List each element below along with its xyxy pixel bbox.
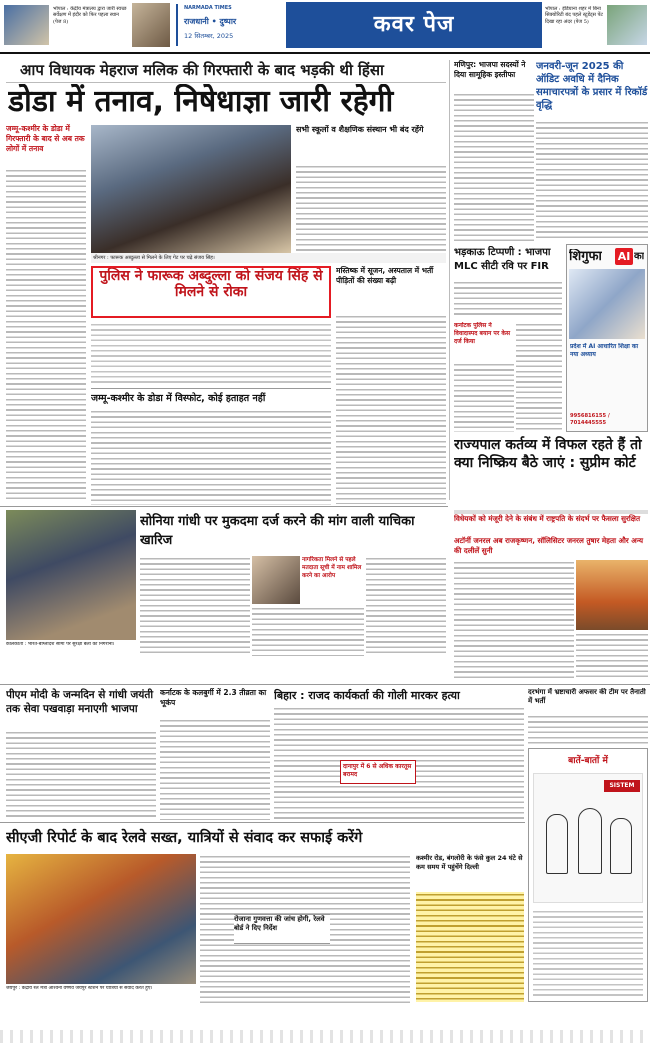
lead-photo bbox=[91, 125, 291, 253]
reg-mark-bottom bbox=[0, 1030, 650, 1043]
col-mid-kicker: मस्तिष्क में सूजन, अस्पताल में भर्ती पीड़ितों की संख्या बढ़ी bbox=[336, 266, 434, 285]
right-mid-bullet: कर्नाटक पुलिस ने विवादास्पद बयान पर केस दर्ज किया bbox=[454, 322, 511, 345]
lead-headline: डोडा में तनाव, निषेधाज्ञा जारी रहेगी bbox=[8, 84, 394, 119]
edition-date: 12 सितम्बर, 2025 bbox=[184, 32, 234, 40]
sc-headline: राज्यपाल कर्तव्य में विफल रहते हैं तो क्या निष्क्रिय बैठे जाएं : सुप्रीम कोर्ट bbox=[454, 437, 642, 471]
left-teaser-photo bbox=[4, 5, 49, 45]
lead-bullet: जम्मू-कश्मीर के डोडा में गिरफ्तारी के बाद से अब तक लोगों में तनाव bbox=[6, 124, 85, 153]
dargah-headline: दरभंगा में भ्रष्टाचारी अफसर की टीम पर तैनाती में भर्ती bbox=[528, 688, 646, 705]
col-mid-body bbox=[336, 314, 446, 504]
masthead-rule bbox=[0, 52, 650, 54]
ad-phone: 9956816155 / 7014445555 bbox=[570, 413, 610, 426]
sc-bullet-1: विधेयकों को मंजूरी देने के संबंध में राष्ट्रपति के संदर्भ पर फैसला सुरक्षित bbox=[454, 514, 641, 523]
sonia-body bbox=[140, 556, 250, 656]
lead-photo-caption: श्रीनगर : फारूक अब्दुल्ला से मिलने के लिए गेट पर चढ़े संजय सिंह। bbox=[93, 255, 215, 261]
page-title: कवर पेज bbox=[286, 2, 542, 48]
sonia-portrait bbox=[252, 556, 300, 604]
lead-body-left bbox=[6, 168, 86, 503]
sonia-caption: कोलकाता : भारत-बांग्लादेश सीमा पर सुरक्षा बलों की निगरानी। bbox=[6, 642, 115, 647]
cartoon-figure-2 bbox=[578, 808, 602, 874]
cartoon-title: बातें-बातों में bbox=[568, 756, 608, 766]
lead-kicker: आप विधायक मेहराज मलिक की गिरफ्तारी के बाद भड़की थी हिंसा bbox=[20, 61, 384, 79]
right-teaser-photo bbox=[607, 5, 647, 45]
karnataka-body bbox=[160, 718, 270, 820]
masthead-portrait bbox=[132, 3, 170, 47]
edition-brand: NARMADA TIMES bbox=[184, 5, 232, 11]
subhead-rule bbox=[91, 388, 331, 389]
right-top-headline: जनवरी-जून 2025 की ऑडिट अवधि में दैनिक समाचारपत्रों के प्रसार में रिकॉर्ड वृद्धि bbox=[536, 61, 648, 111]
subhead-body bbox=[91, 409, 331, 505]
ad-title: शिगुफा bbox=[569, 249, 602, 264]
right-top-body bbox=[536, 120, 648, 240]
sc-bullet-2: अटॉर्नी जनरल अब राजकृष्णन, सॉलिसिटर जनरल तुषार मेहता और अन्य की दलीलें सुनी bbox=[454, 536, 644, 555]
lead-subhead: जम्मू-कश्मीर के डोडा में विस्फोट, कोई हताहत नहीं bbox=[91, 393, 266, 404]
right-mid-body bbox=[454, 280, 562, 318]
right-mid-body-2 bbox=[516, 322, 562, 432]
cartoon-figure-1 bbox=[546, 814, 568, 874]
bihar-headline: बिहार : राजद कार्यकर्ता की गोली मारकर हत्या bbox=[274, 689, 460, 702]
ad-ai-badge: AI bbox=[615, 248, 633, 265]
sonia-headline: सोनिया गांधी पर मुकदमा दर्ज करने की मांग वाली याचिका खारिज bbox=[140, 514, 415, 548]
rail-side-headline: कश्मीर रोड, बंगलोरी के फंसे कुल 24 घंटे से कम समय में पहुंचेंगे दिल्ली bbox=[416, 854, 523, 871]
rail-caption: जयपुर : केंद्रीय रेल मंत्री अश्विनी वैष्णव जयपुर स्टेशन पर यात्रियों से संवाद करते हुए। bbox=[6, 986, 153, 991]
ad-box[interactable] bbox=[566, 244, 648, 432]
edition-city: राजधानी • दुष्पार bbox=[184, 17, 237, 26]
rail-rule bbox=[0, 822, 525, 823]
sc-photo bbox=[576, 560, 648, 630]
pm-headline: पीएम मोदी के जन्मदिन से गांधी जयंती तक सेवा पखवाड़ा मनाएगी भाजपा bbox=[6, 689, 154, 715]
rail-quote: रोजाना गुणवत्ता की जांच होगी, रेलवे बोर्ड ने दिए निर्देश bbox=[234, 914, 330, 944]
karnataka-headline: कर्नाटक के कलबुर्गी में 2.3 तीव्रता का भूकंप bbox=[160, 688, 267, 707]
cartoon-drawing bbox=[533, 773, 643, 903]
rail-side-highlight bbox=[416, 892, 524, 1002]
cartoon-figure-3 bbox=[610, 818, 632, 874]
kicker-rule bbox=[6, 82, 446, 83]
left-teaser-text[interactable]: भोपाल : केंद्रीय मंत्रालय द्वारा जारी स्वच्छ सर्वेक्षण में इंदौर को फिर पहला स्थान (पेज 8) bbox=[53, 6, 127, 25]
edition-block bbox=[176, 4, 280, 46]
ad-photo bbox=[569, 269, 645, 339]
bottom-rule bbox=[0, 684, 650, 685]
right-top-kicker-body bbox=[454, 92, 534, 242]
sonia-body-3 bbox=[366, 556, 446, 656]
sc-body bbox=[454, 560, 574, 680]
ad-suffix: का bbox=[634, 251, 645, 262]
right-col-divider bbox=[449, 60, 450, 500]
mid-rule bbox=[0, 506, 448, 507]
sonia-body-2 bbox=[252, 606, 364, 656]
side-body bbox=[296, 164, 446, 252]
sc-body-2 bbox=[576, 632, 648, 680]
cartoon-lower bbox=[533, 909, 643, 997]
side-kicker: सभी स्कूलों व शैक्षणिक संस्थान भी बंद रहेंगे bbox=[296, 125, 424, 134]
masthead bbox=[0, 0, 650, 50]
right-mid-body-3 bbox=[454, 362, 514, 432]
bihar-box: दानापुर में 6 से अधिक कारतूस बरामद bbox=[340, 760, 416, 784]
red-box-headline: पुलिस ने फारूक अब्दुल्ला को संजय सिंह से मिलने से रोका bbox=[99, 268, 323, 300]
dargah-body bbox=[528, 714, 648, 744]
right-mid-headline: भड़काऊ टिप्पणी : भाजपा MLC सीटी रवि पर FIR bbox=[454, 247, 551, 272]
rail-photo bbox=[6, 854, 196, 984]
pm-body bbox=[6, 730, 156, 820]
ad-body: प्रदेश में AI आधारित शिक्षा का नया अध्याय bbox=[570, 343, 639, 358]
sonia-photo bbox=[6, 510, 136, 640]
red-box-body bbox=[91, 322, 331, 384]
right-top-kicker: मणिपुर: भाजपा सदस्यों ने दिया सामूहिक इस्तीफा bbox=[454, 60, 526, 79]
cartoon-box bbox=[528, 748, 648, 1002]
right-teaser-text[interactable]: भोपाल : इंडियाना शहर में बिना सिक्योरिटी बंद पहले स्टूडेंट्स पेंट दिखा रहा अंदर (पेज 5) bbox=[545, 6, 603, 25]
sonia-quote: नागरिकता मिलने से पहले मतदाता सूची में नाम शामिल करने का आरोप bbox=[302, 557, 362, 579]
rail-headline: सीएजी रिपोर्ट के बाद रेलवे सख्त, यात्रियों से संवाद कर सफाई करेंगे bbox=[6, 830, 363, 846]
cartoon-label: SISTEM bbox=[604, 780, 640, 792]
